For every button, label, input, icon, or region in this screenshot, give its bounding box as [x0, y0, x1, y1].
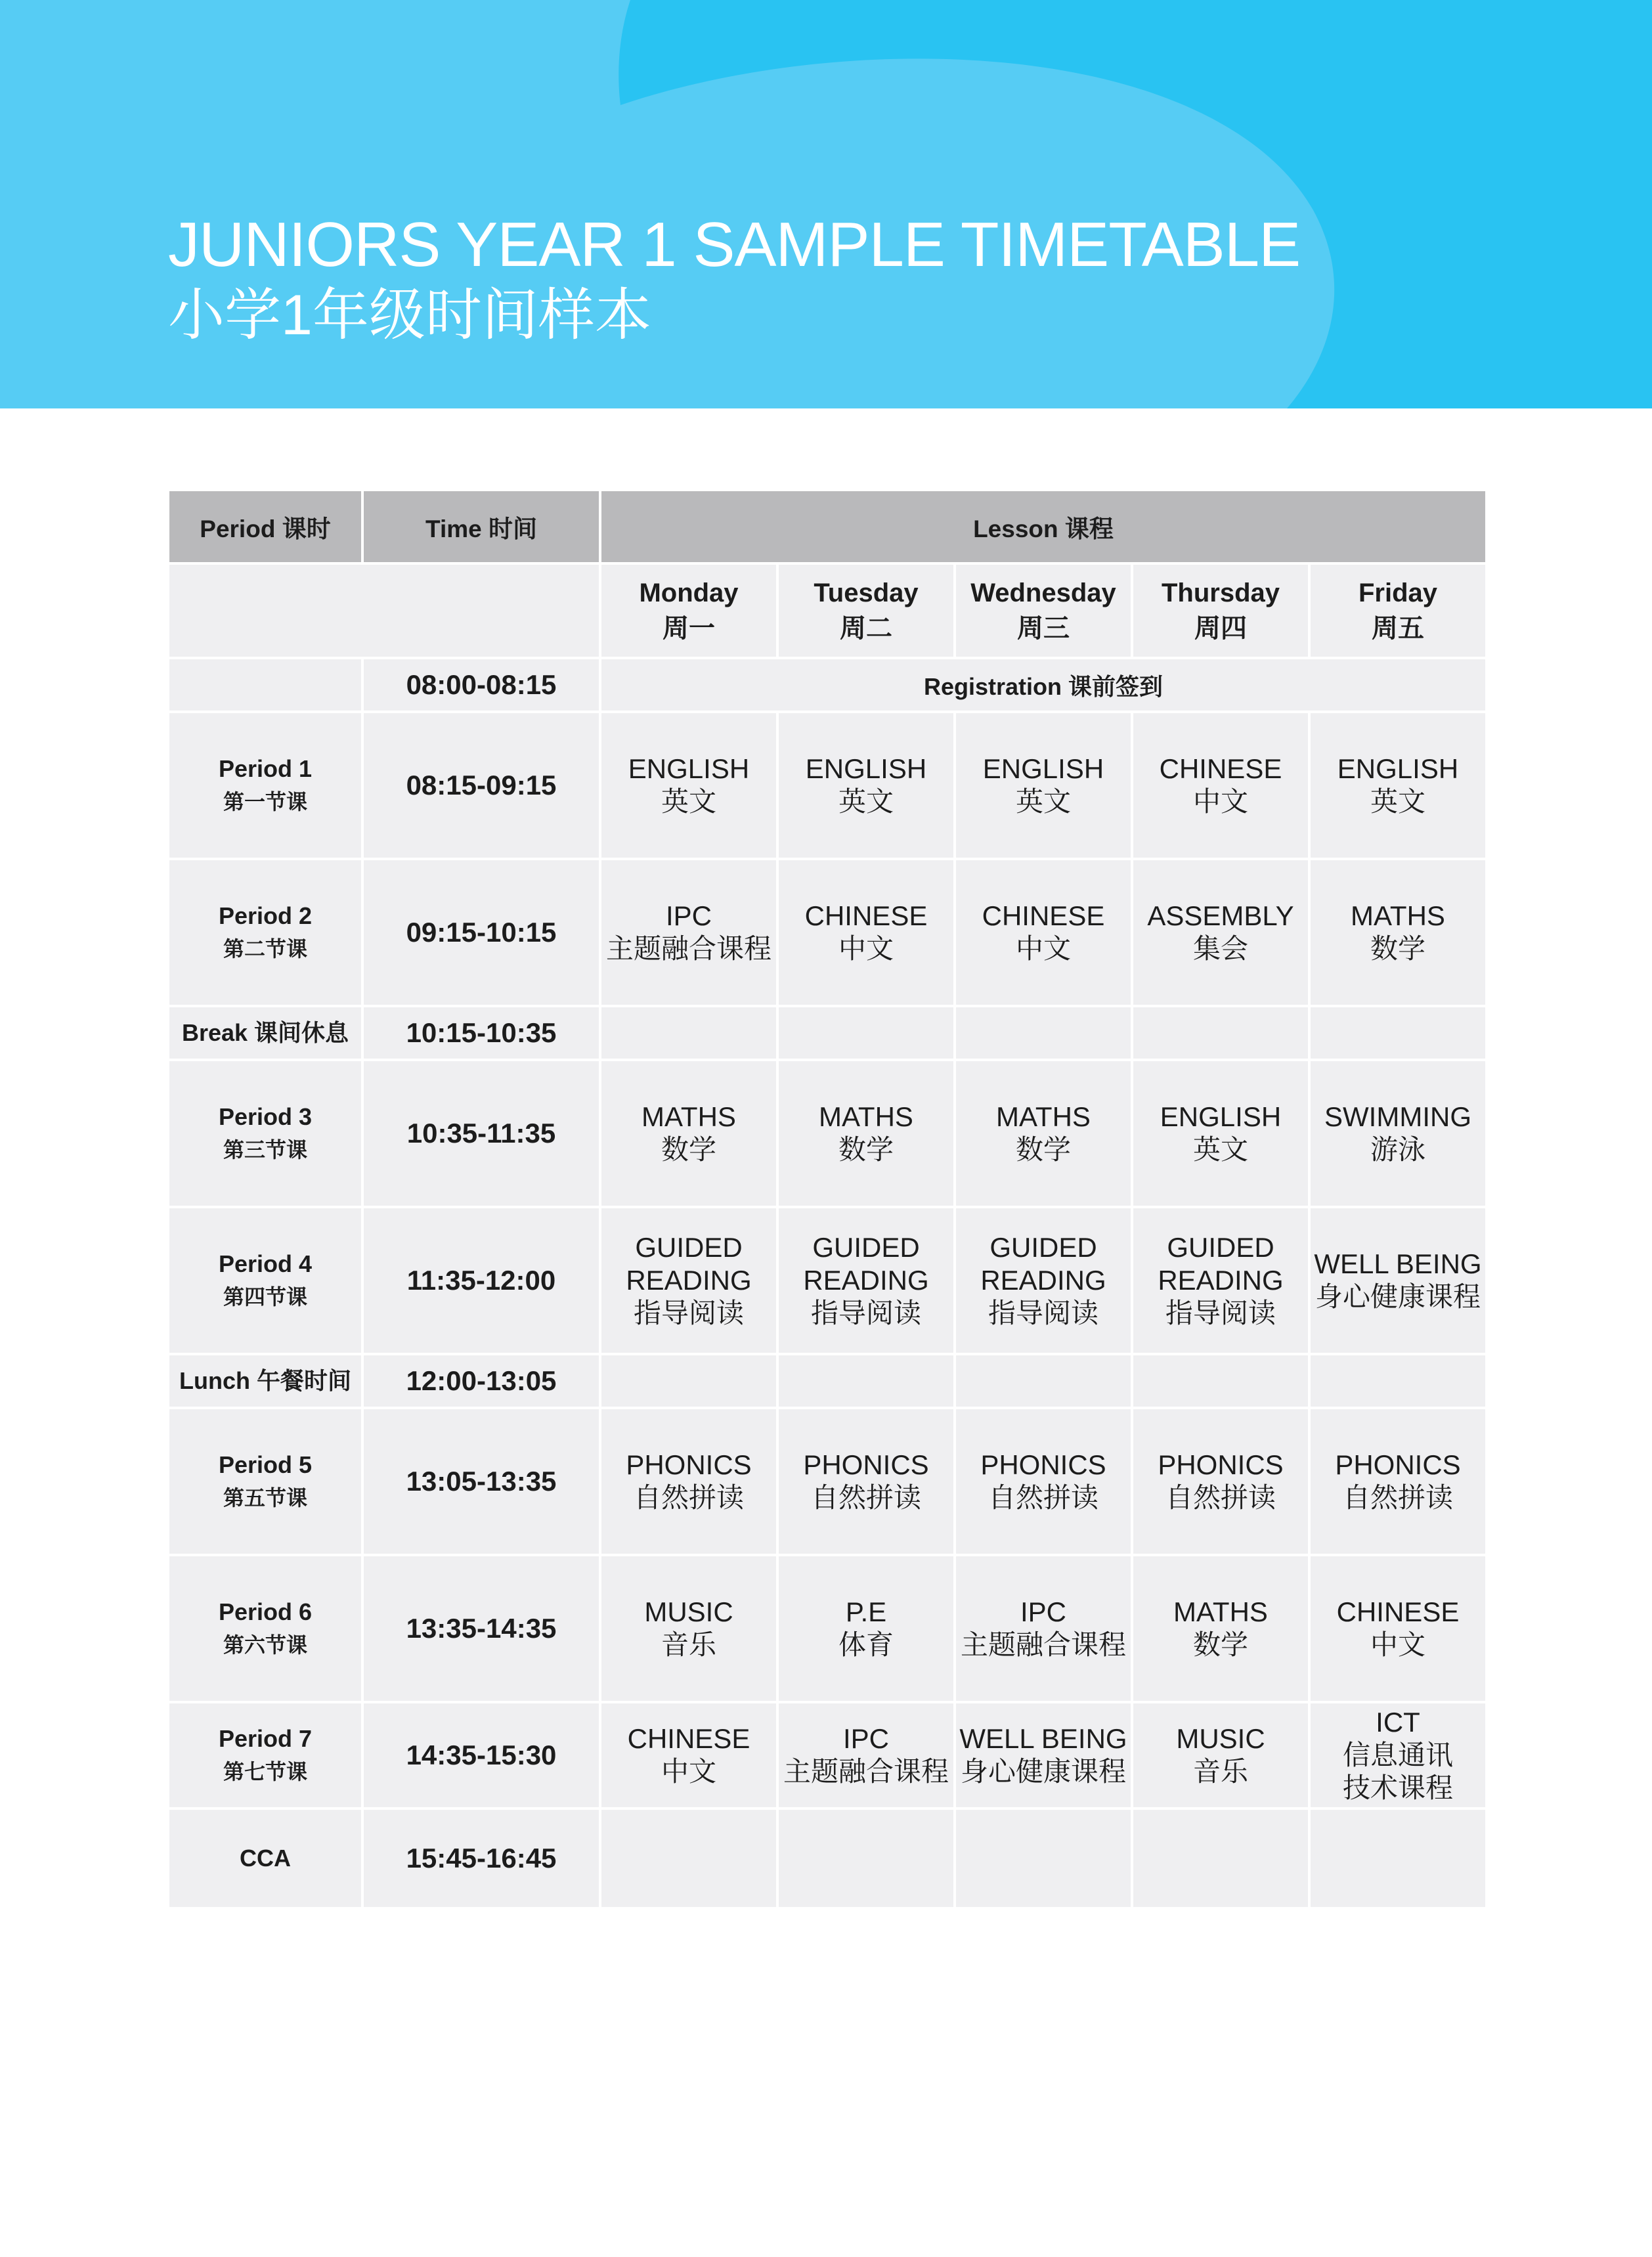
- day-name-zh: 周四: [1194, 614, 1247, 643]
- table-row: [169, 713, 1485, 858]
- day-name-en: Thursday: [1161, 579, 1280, 607]
- period-name-zh: 第三节课: [223, 1138, 307, 1162]
- time-slot: 11:35-12:00: [364, 1208, 599, 1353]
- lesson-cell: [779, 1061, 953, 1206]
- lesson-text: 英文: [1370, 786, 1425, 817]
- day-header-wednesday: [956, 565, 1131, 657]
- lesson-text: GUIDED: [989, 1232, 1097, 1263]
- lesson-text: GUIDED: [635, 1232, 743, 1263]
- lesson-text: GUIDED: [812, 1232, 920, 1263]
- registration-row: [169, 659, 1485, 711]
- lesson-text: IPC: [842, 1723, 889, 1754]
- empty-cell: [1133, 1810, 1308, 1907]
- empty-cell: [601, 1007, 776, 1059]
- period-name: Break 课间休息: [181, 1019, 349, 1046]
- lesson-text: MATHS: [996, 1101, 1091, 1132]
- lesson-text: P.E: [845, 1596, 887, 1627]
- lesson-text: ICT: [1376, 1707, 1420, 1738]
- lesson-cell: [779, 1208, 953, 1353]
- table-row: [169, 1556, 1485, 1701]
- day-header-blank: [169, 565, 599, 657]
- header-time: Time 时间: [364, 491, 599, 562]
- lesson-cell: [1133, 1061, 1308, 1206]
- period-name-zh: 第一节课: [223, 790, 307, 814]
- empty-cell: [956, 1007, 1131, 1059]
- lesson-text: MATHS: [1173, 1596, 1268, 1627]
- period-name-zh: 第七节课: [223, 1760, 307, 1784]
- lesson-text: 数学: [1192, 1629, 1248, 1660]
- day-name-zh: 周二: [840, 614, 892, 643]
- empty-cell: [779, 1007, 953, 1059]
- lesson-text: MATHS: [641, 1101, 736, 1132]
- lesson-cell: [1311, 1703, 1485, 1807]
- lesson-text: 英文: [838, 786, 894, 817]
- period-name: Period 5: [218, 1451, 313, 1478]
- period-label: [169, 1556, 361, 1701]
- lesson-text: 指导阅读: [810, 1298, 921, 1328]
- timetable: [167, 489, 1488, 1910]
- header-period: Period 课时: [169, 491, 361, 562]
- lesson-text: 数学: [1015, 1134, 1071, 1165]
- lesson-cell: [956, 1208, 1131, 1353]
- registration-time: 08:00-08:15: [364, 659, 599, 711]
- lesson-text: 音乐: [1192, 1756, 1248, 1787]
- lesson-cell: [956, 1061, 1131, 1206]
- lesson-cell: [1133, 1556, 1308, 1701]
- page-title: JUNIORS YEAR 1 SAMPLE TIMETABLE: [168, 209, 1301, 280]
- table-row: [169, 1703, 1485, 1807]
- lesson-text: READING: [626, 1265, 752, 1296]
- lesson-text: 自然拼读: [810, 1482, 921, 1513]
- lesson-text: IPC: [665, 900, 712, 931]
- period-label: [169, 1061, 361, 1206]
- lesson-cell: [779, 1409, 953, 1554]
- lesson-cell: [956, 1409, 1131, 1554]
- lesson-cell: [1311, 860, 1485, 1005]
- empty-cell: [601, 1810, 776, 1907]
- lesson-cell: [1311, 1061, 1485, 1206]
- lesson-text: 集会: [1192, 933, 1248, 964]
- lesson-text: PHONICS: [626, 1449, 752, 1480]
- lesson-text: 自然拼读: [633, 1482, 744, 1513]
- period-label: [169, 713, 361, 858]
- period-name-zh: 第四节课: [223, 1285, 307, 1309]
- period-name-zh: 第二节课: [223, 937, 307, 961]
- time-slot: 08:15-09:15: [364, 713, 599, 858]
- empty-cell: [1311, 1007, 1485, 1059]
- period-name: Period 6: [218, 1598, 313, 1625]
- time-slot: 10:15-10:35: [364, 1007, 599, 1059]
- period-name: CCA: [240, 1845, 291, 1872]
- lesson-text: 主题融合课程: [960, 1629, 1126, 1660]
- lesson-text: 中文: [661, 1756, 716, 1787]
- lesson-text: 指导阅读: [633, 1298, 744, 1328]
- lesson-text: 身心健康课程: [960, 1756, 1126, 1787]
- lesson-text: WELL BEING: [1314, 1248, 1482, 1279]
- time-slot: 10:35-11:35: [364, 1061, 599, 1206]
- day-header-monday: [601, 565, 776, 657]
- lesson-cell: [1133, 1703, 1308, 1807]
- empty-cell: [956, 1810, 1131, 1907]
- lesson-text: IPC: [1020, 1596, 1066, 1627]
- lesson-cell: [1311, 1208, 1485, 1353]
- registration-period-cell: [169, 659, 361, 711]
- time-slot: 14:35-15:30: [364, 1703, 599, 1807]
- lesson-cell: [1133, 1409, 1308, 1554]
- lesson-cell: [601, 1061, 776, 1206]
- lesson-text: PHONICS: [1335, 1449, 1461, 1480]
- table-row: [169, 1061, 1485, 1206]
- lesson-text: SWIMMING: [1324, 1101, 1471, 1132]
- lesson-cell: [1133, 713, 1308, 858]
- table-row: [169, 1409, 1485, 1554]
- lesson-text: MATHS: [1351, 900, 1445, 931]
- lesson-text: PHONICS: [1158, 1449, 1284, 1480]
- empty-cell: [1311, 1355, 1485, 1407]
- empty-cell: [779, 1810, 953, 1907]
- lesson-text: PHONICS: [980, 1449, 1106, 1480]
- lesson-text: PHONICS: [803, 1449, 929, 1480]
- time-slot: 13:35-14:35: [364, 1556, 599, 1701]
- lesson-cell: [779, 860, 953, 1005]
- lesson-text: 英文: [1192, 1134, 1248, 1165]
- lesson-cell: [601, 1556, 776, 1701]
- lesson-cell: [1311, 713, 1485, 858]
- lesson-text: 音乐: [661, 1629, 716, 1660]
- lesson-text: CHINESE: [627, 1723, 750, 1754]
- page-subtitle: 小学1年级时间样本: [168, 284, 651, 347]
- lesson-cell: [956, 1556, 1131, 1701]
- lesson-text: ENGLISH: [1160, 1101, 1282, 1132]
- lesson-cell: [1133, 860, 1308, 1005]
- lesson-text: CHINESE: [1159, 753, 1282, 784]
- lesson-text: CHINESE: [804, 900, 928, 931]
- lesson-text: 技术课程: [1342, 1772, 1453, 1803]
- lesson-cell: [779, 713, 953, 858]
- lesson-cell: [1133, 1208, 1308, 1353]
- day-header-thursday: [1133, 565, 1308, 657]
- period-name: Period 2: [218, 902, 313, 929]
- lesson-text: 中文: [1370, 1629, 1425, 1660]
- lesson-text: CHINESE: [1336, 1596, 1460, 1627]
- lesson-text: ASSEMBLY: [1147, 900, 1294, 931]
- period-label: [169, 860, 361, 1005]
- day-name-en: Wednesday: [970, 579, 1116, 607]
- lesson-cell: [956, 1703, 1131, 1807]
- day-header-tuesday: [779, 565, 953, 657]
- lesson-cell: [1311, 1409, 1485, 1554]
- lesson-text: 自然拼读: [1165, 1482, 1276, 1513]
- lesson-text: 指导阅读: [988, 1298, 1098, 1328]
- lesson-text: 数学: [838, 1134, 894, 1165]
- empty-cell: [601, 1355, 776, 1407]
- lesson-text: 信息通讯: [1342, 1740, 1453, 1770]
- day-name-en: Tuesday: [814, 579, 919, 607]
- lesson-text: 身心健康课程: [1315, 1281, 1481, 1312]
- period-label: [169, 1355, 361, 1407]
- lesson-text: 数学: [661, 1134, 716, 1165]
- period-label: [169, 1007, 361, 1059]
- lesson-text: 体育: [838, 1629, 894, 1660]
- empty-cell: [779, 1355, 953, 1407]
- lesson-cell: [956, 713, 1131, 858]
- lesson-cell: [601, 713, 776, 858]
- lesson-cell: [601, 1703, 776, 1807]
- lesson-cell: [601, 1409, 776, 1554]
- lesson-text: 英文: [661, 786, 716, 817]
- header-banner: [0, 0, 1652, 408]
- table-row: [169, 1007, 1485, 1059]
- empty-cell: [956, 1355, 1131, 1407]
- lesson-text: MATHS: [819, 1101, 913, 1132]
- empty-cell: [1311, 1810, 1485, 1907]
- lesson-text: 中文: [1015, 933, 1071, 964]
- lesson-cell: [601, 860, 776, 1005]
- day-name-zh: 周一: [663, 614, 715, 643]
- period-name-zh: 第五节课: [223, 1486, 307, 1510]
- lesson-text: GUIDED: [1167, 1232, 1274, 1263]
- table-row: [169, 1355, 1485, 1407]
- time-slot: 12:00-13:05: [364, 1355, 599, 1407]
- lesson-text: READING: [803, 1265, 929, 1296]
- period-name: Period 4: [218, 1250, 313, 1277]
- time-slot: 09:15-10:15: [364, 860, 599, 1005]
- time-slot: 15:45-16:45: [364, 1810, 599, 1907]
- lesson-text: ENGLISH: [628, 753, 750, 784]
- lesson-text: ENGLISH: [1337, 753, 1459, 784]
- lesson-text: 中文: [1192, 786, 1248, 817]
- period-label: [169, 1810, 361, 1907]
- period-name: Lunch 午餐时间: [179, 1367, 351, 1394]
- empty-cell: [1133, 1007, 1308, 1059]
- period-name: Period 7: [218, 1725, 313, 1752]
- day-header-row: [169, 565, 1485, 657]
- day-name-zh: 周三: [1017, 614, 1070, 643]
- table-row: [169, 1208, 1485, 1353]
- lesson-text: 自然拼读: [988, 1482, 1098, 1513]
- lesson-text: ENGLISH: [805, 753, 927, 784]
- table-row: [169, 1810, 1485, 1907]
- period-name: Period 3: [218, 1103, 313, 1130]
- registration-label: Registration 课前签到: [601, 659, 1485, 711]
- day-name-zh: 周五: [1372, 614, 1424, 643]
- lesson-text: READING: [980, 1265, 1106, 1296]
- lesson-text: WELL BEING: [959, 1723, 1127, 1754]
- lesson-cell: [956, 860, 1131, 1005]
- lesson-cell: [601, 1208, 776, 1353]
- period-name: Period 1: [218, 755, 313, 782]
- table-header-row: [169, 491, 1485, 562]
- lesson-cell: [779, 1703, 953, 1807]
- lesson-text: MUSIC: [1176, 1723, 1265, 1754]
- lesson-text: 指导阅读: [1165, 1298, 1276, 1328]
- lesson-text: CHINESE: [982, 900, 1105, 931]
- header-lesson: Lesson 课程: [601, 491, 1485, 562]
- lesson-text: 游泳: [1370, 1134, 1425, 1165]
- lesson-text: 主题融合课程: [605, 933, 772, 964]
- lesson-text: 英文: [1015, 786, 1071, 817]
- lesson-text: READING: [1158, 1265, 1284, 1296]
- day-header-friday: [1311, 565, 1485, 657]
- period-name-zh: 第六节课: [223, 1633, 307, 1657]
- lesson-text: 主题融合课程: [783, 1756, 949, 1787]
- period-label: [169, 1703, 361, 1807]
- time-slot: 13:05-13:35: [364, 1409, 599, 1554]
- period-label: [169, 1208, 361, 1353]
- lesson-text: 数学: [1370, 933, 1425, 964]
- lesson-cell: [1311, 1556, 1485, 1701]
- lesson-text: MUSIC: [644, 1596, 733, 1627]
- table-row: [169, 860, 1485, 1005]
- lesson-cell: [779, 1556, 953, 1701]
- lesson-text: ENGLISH: [982, 753, 1104, 784]
- period-label: [169, 1409, 361, 1554]
- day-name-en: Friday: [1358, 579, 1438, 607]
- empty-cell: [1133, 1355, 1308, 1407]
- day-name-en: Monday: [639, 579, 739, 607]
- lesson-text: 自然拼读: [1342, 1482, 1453, 1513]
- lesson-text: 中文: [838, 933, 894, 964]
